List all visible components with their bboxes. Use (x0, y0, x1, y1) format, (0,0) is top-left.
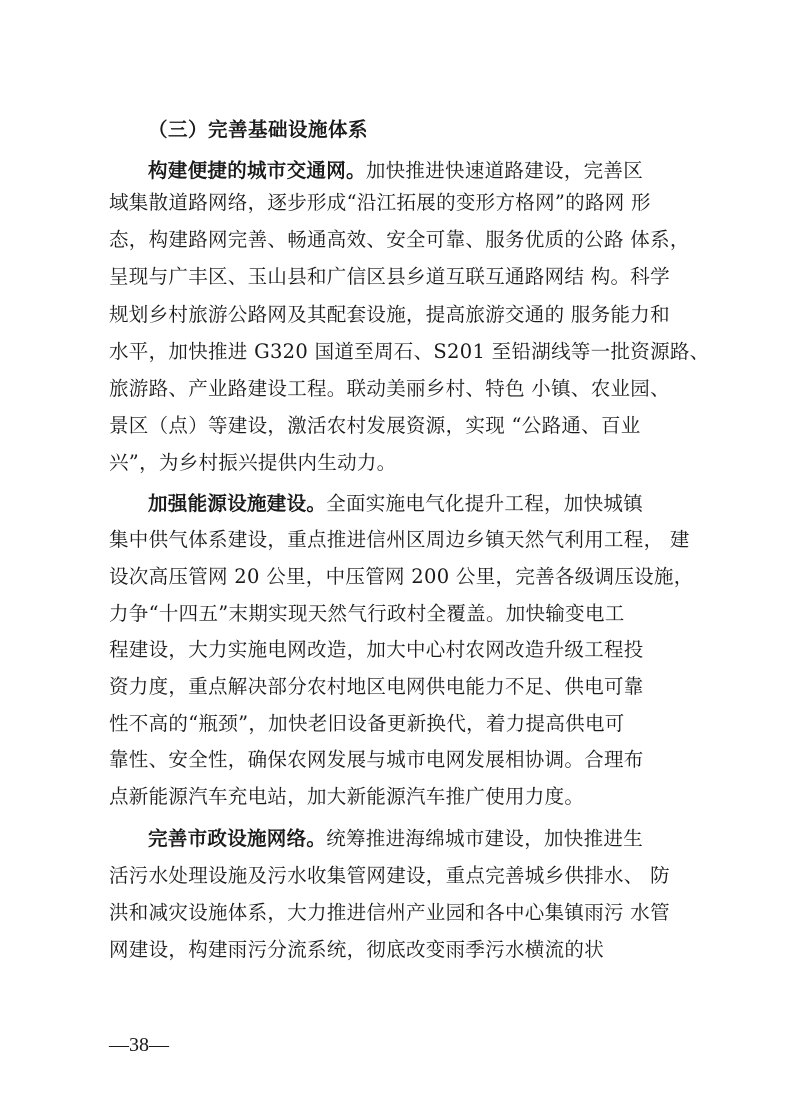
section-heading: （三）完善基础设施体系 (148, 118, 369, 141)
paragraph-2-first-line (148, 488, 643, 516)
paragraph-1-first-line (148, 155, 643, 183)
paragraph-1-line: 景区（点）等建设，激活农村发展资源，实现 “公路通、百业 (109, 414, 641, 437)
paragraph-1-first-line-text: 加快推进快速道路建设，完善区 (365, 159, 644, 182)
paragraph-1-line: 旅游路、产业路建设工程。联动美丽乡村、特色 小镇、农业园、 (109, 377, 670, 400)
paragraph-1-line: 态，构建路网完善、畅通高效、安全可靠、服务优质的公路 体系， (109, 228, 690, 251)
paragraph-2-line: 力争“十四五”末期实现天然气行政村全覆盖。加快输变电工 (109, 602, 625, 625)
paragraph-1-line: 兴”，为乡村振兴提供内生动力。 (109, 451, 397, 474)
paragraph-3-line: 活污水处理设施及污水收集管网建设，重点完善城乡供排水、 防 (109, 864, 670, 887)
page-number: —38— (109, 1034, 169, 1056)
paragraph-3-first-line-text: 统筹推进海绵城市建设，加快推进生 (326, 827, 644, 850)
paragraph-2-line: 性不高的“瓶颈”，加快老旧设备更新换代，着力提高供电可 (109, 712, 625, 735)
paragraph-3-line: 洪和减灾设施体系，大力推进信州产业园和各中心集镇雨污 水管 (109, 901, 670, 924)
paragraph-3-lead: 完善市政设施网络。 (148, 827, 327, 850)
paragraph-2-line: 程建设，大力实施电网改造，加大中心村农网改造升级工程投 (109, 638, 644, 661)
paragraph-2-line: 资力度，重点解决部分农村地区电网供电能力不足、供电可靠 (109, 675, 644, 698)
paragraph-3-first-line (148, 823, 643, 851)
paragraph-1-line: 规划乡村旅游公路网及其配套设施，提高旅游交通的 服务能力和 (109, 303, 670, 326)
paragraph-1-line: 域集散道路网络，逐步形成“沿江拓展的变形方格网”的路网 形 (109, 191, 651, 214)
paragraph-1-lead: 构建便捷的城市交通网。 (148, 159, 366, 182)
paragraph-2-line: 设次高压管网 20 公里，中压管网 200 公里，完善各级调压设施， (109, 565, 694, 588)
paragraph-3-line: 网建设，构建雨污分流系统，彻底改变雨季污水横流的状 (109, 938, 605, 961)
paragraph-2-line: 靠性、安全性，确保农网发展与城市电网发展相协调。合理布 (109, 748, 644, 771)
paragraph-2-line: 点新能源汽车充电站，加大新能源汽车推广使用力度。 (109, 785, 585, 808)
paragraph-2-lead: 加强能源设施建设。 (148, 492, 327, 515)
paragraph-1-line: 呈现与广丰区、玉山县和广信区县乡道互联互通路网结 构。科学 (109, 265, 670, 288)
paragraph-1-line: 水平，加快推进 G320 国道至周石、S201 至铅湖线等一批资源路、 (109, 340, 710, 363)
paragraph-2-first-line-text: 全面实施电气化提升工程，加快城镇 (326, 492, 644, 515)
paragraph-2-line: 集中供气体系建设，重点推进信州区周边乡镇天然气利用工程， 建 (109, 528, 690, 551)
